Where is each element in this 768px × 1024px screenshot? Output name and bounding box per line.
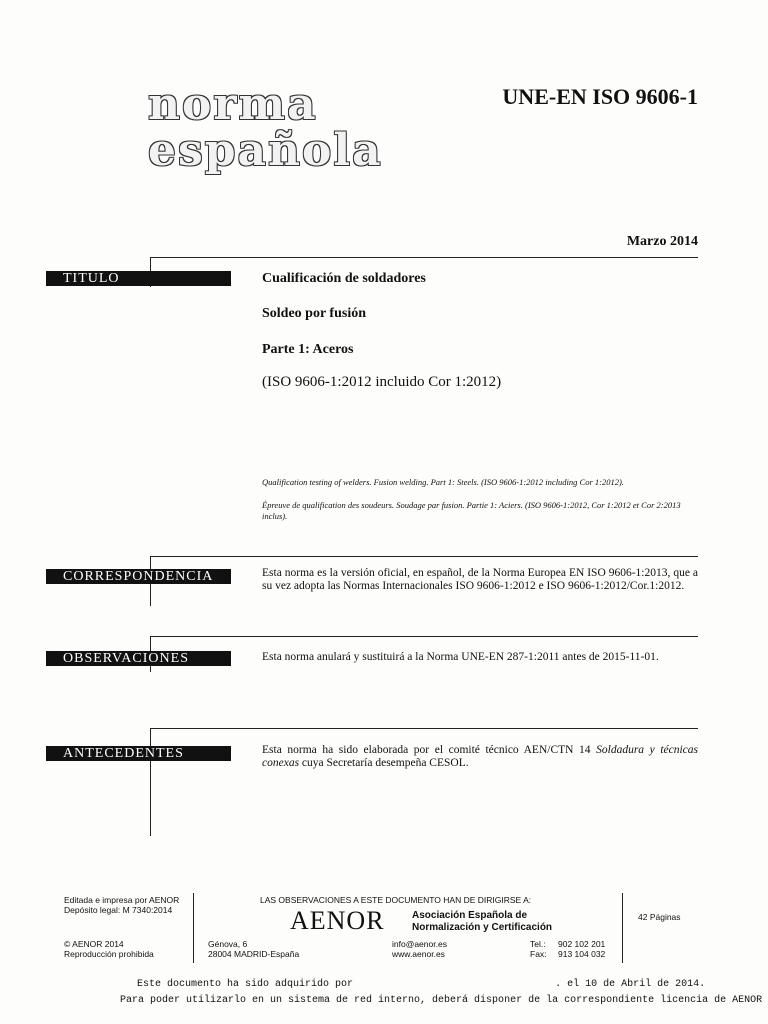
- footer-observations-note: LAS OBSERVACIONES A ESTE DOCUMENTO HAN DE DIRIGIRSE A:: [260, 895, 532, 905]
- aenor-full-name: [412, 910, 552, 934]
- title-line-3: Parte 1: Aceros: [262, 342, 354, 357]
- committee-name: Soldadura y técnicas conexas: [262, 744, 699, 769]
- antecedentes-text: [262, 744, 698, 770]
- footer-left-divider: [193, 893, 194, 963]
- title-english: Qualification testing of welders. Fusion welding. Part 1: Steels. (ISO 9606-1:2012 including Cor 1:2012).: [262, 477, 624, 487]
- publication-date: Marzo 2014: [626, 234, 698, 249]
- antecedentes-text-a: Esta norma ha sido elaborada por el comité técnico AEN/CTN 14: [262, 744, 597, 756]
- section-label-antecedentes: ANTECEDENTES: [46, 746, 231, 761]
- norma-espanola-logo: [148, 79, 383, 176]
- title-iso-reference: (ISO 9606-1:2012 incluido Cor 1:2012): [262, 374, 502, 390]
- section-label-correspondencia: CORRESPONDENCIA: [46, 569, 231, 584]
- footer-phone-numbers: [558, 939, 605, 959]
- footer-edition: [64, 895, 179, 915]
- tel-number: 902 102 201: [558, 939, 606, 949]
- observaciones-text: Esta norma anulará y sustituirá a la Norma UNE-EN 287-1:2011 antes de 2015-11-01.: [262, 651, 659, 663]
- correspondencia-text: Esta norma es la versión oficial, en español, de la Norma Europea EN ISO 9606-1:2013, que a su vez adopta las Normas Internacionales ISO 9606-1:2012 e ISO 9606-1:2012/Cor.1:2012.: [262, 567, 698, 592]
- web-link[interactable]: www.aenor.es: [392, 949, 445, 959]
- footer-deposit: Depósito legal: M 7340:2014: [64, 905, 173, 915]
- footer-address: [208, 939, 299, 959]
- footer-rights: [64, 939, 154, 959]
- title-french: Épreuve de qualification des soudeurs. Soudage par fusion. Partie 1: Aciers. (ISO 9606-1:2012, Cor 1:2012 et Cor 2:2013 inclus).: [262, 500, 681, 521]
- tel-label: Tel.:: [530, 939, 546, 949]
- section-label-titulo: TITULO: [46, 271, 231, 286]
- footer-phone-labels: [530, 939, 547, 959]
- antecedentes-vertical-rule: [150, 728, 151, 836]
- email-link[interactable]: info@aenor.es: [392, 939, 447, 949]
- logo-line-norma: norma: [148, 79, 318, 130]
- stamp-text-a: Este documento ha sido adquirido por: [137, 979, 354, 990]
- aenor-sub-1: Asociación Española de: [412, 910, 528, 921]
- footer-right-divider: [622, 893, 623, 963]
- logo-line-espanola: española: [148, 125, 383, 176]
- stamp-text-b: . el 10 de Abril de 2014.: [555, 979, 706, 990]
- observaciones-top-rule: [150, 636, 698, 637]
- footer-copyright: © AENOR 2014: [64, 939, 124, 949]
- stamp-line-1: [137, 979, 705, 990]
- title-line-2: Soldeo por fusión: [262, 306, 366, 321]
- address-line-2: 28004 MADRID-España: [208, 949, 300, 959]
- titulo-top-rule: [150, 257, 698, 258]
- address-line-1: Génova, 6: [208, 939, 248, 949]
- title-line-1: Cualificación de soldadores: [262, 271, 426, 286]
- fax-number: 913 104 032: [558, 949, 606, 959]
- footer-edited: Editada e impresa por AENOR: [64, 895, 180, 905]
- standard-code: UNE-EN ISO 9606-1: [502, 84, 698, 109]
- page-count: 42 Páginas: [638, 912, 681, 922]
- section-label-observaciones: OBSERVACIONES: [46, 651, 231, 666]
- correspondencia-top-rule: [150, 556, 698, 557]
- antecedentes-text-b: cuya Secretaría desempeña CESOL.: [299, 757, 469, 769]
- aenor-logo: AENOR: [290, 906, 385, 935]
- footer-contact: [392, 939, 447, 959]
- fax-label: Fax:: [530, 949, 547, 959]
- stamp-line-2: Para poder utilizarlo en un sistema de red interno, deberá disponer de la correspondiente licencia de AENOR: [120, 995, 763, 1006]
- aenor-sub-2: Normalización y Certificación: [412, 922, 553, 933]
- footer-reproduction: Reproducción prohibida: [64, 949, 154, 959]
- antecedentes-top-rule: [150, 728, 698, 729]
